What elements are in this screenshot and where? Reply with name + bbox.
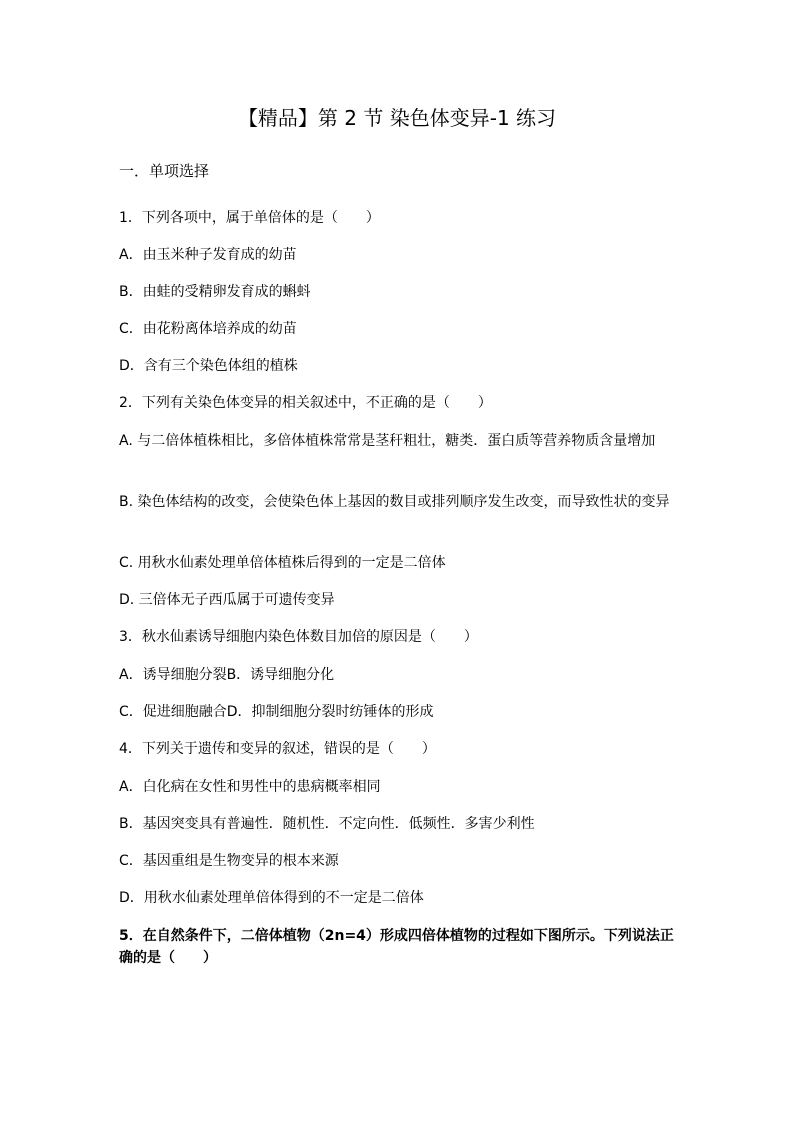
- question-5-stem: 5．在自然条件下，二倍体植物（2n=4）形成四倍体植物的过程如下图所示。下列说法正确的是（ ）: [119, 928, 674, 966]
- question-1-stem: 1．下列各项中，属于单倍体的是（ ）: [119, 210, 380, 226]
- question-4-option-c: C．基因重组是生物变异的根本来源: [119, 853, 339, 869]
- question-4-option-b: B．基因突变具有普遍性．随机性．不定向性．低频性．多害少利性: [119, 816, 535, 832]
- question-2-option-d: D. 三倍体无子西瓜属于可遗传变异: [119, 592, 335, 608]
- question-1-option-b: B．由蛙的受精卵发育成的蝌蚪: [119, 284, 311, 300]
- question-4-option-d: D．用秋水仙素处理单倍体得到的不一定是二倍体: [119, 890, 424, 906]
- question-2-stem: 2．下列有关染色体变异的相关叙述中，不正确的是（ ）: [119, 395, 492, 411]
- question-2-option-b: B. 染色体结构的改变，会使染色体上基因的数目或排列顺序发生改变，而导致性状的变异: [119, 494, 670, 510]
- question-3-option-cd: C．促进细胞融合D．抑制细胞分裂时纺锤体的形成: [119, 704, 434, 720]
- page-title: 【精品】第 2 节 染色体变异-1 练习: [237, 106, 557, 130]
- question-4-stem: 4．下列关于遗传和变异的叙述，错误的是（ ）: [119, 741, 436, 757]
- question-2-option-c: C. 用秋水仙素处理单倍体植株后得到的一定是二倍体: [119, 555, 446, 571]
- question-3-option-ab: A．诱导细胞分裂B．诱导细胞分化: [119, 667, 335, 683]
- question-2-option-a: A. 与二倍体植株相比，多倍体植株常常是茎秆粗壮，糖类．蛋白质等营养物质含量增加: [119, 433, 656, 449]
- question-3-stem: 3．秋水仙素诱导细胞内染色体数目加倍的原因是（ ）: [119, 629, 478, 645]
- question-1-option-d: D．含有三个染色体组的植株: [119, 358, 298, 374]
- section-heading: 一．单项选择: [119, 162, 210, 180]
- question-1-option-c: C．由花粉离体培养成的幼苗: [119, 321, 297, 337]
- question-4-option-a: A．白化病在女性和男性中的患病概率相同: [119, 779, 381, 795]
- question-1-option-a: A．由玉米种子发育成的幼苗: [119, 247, 297, 263]
